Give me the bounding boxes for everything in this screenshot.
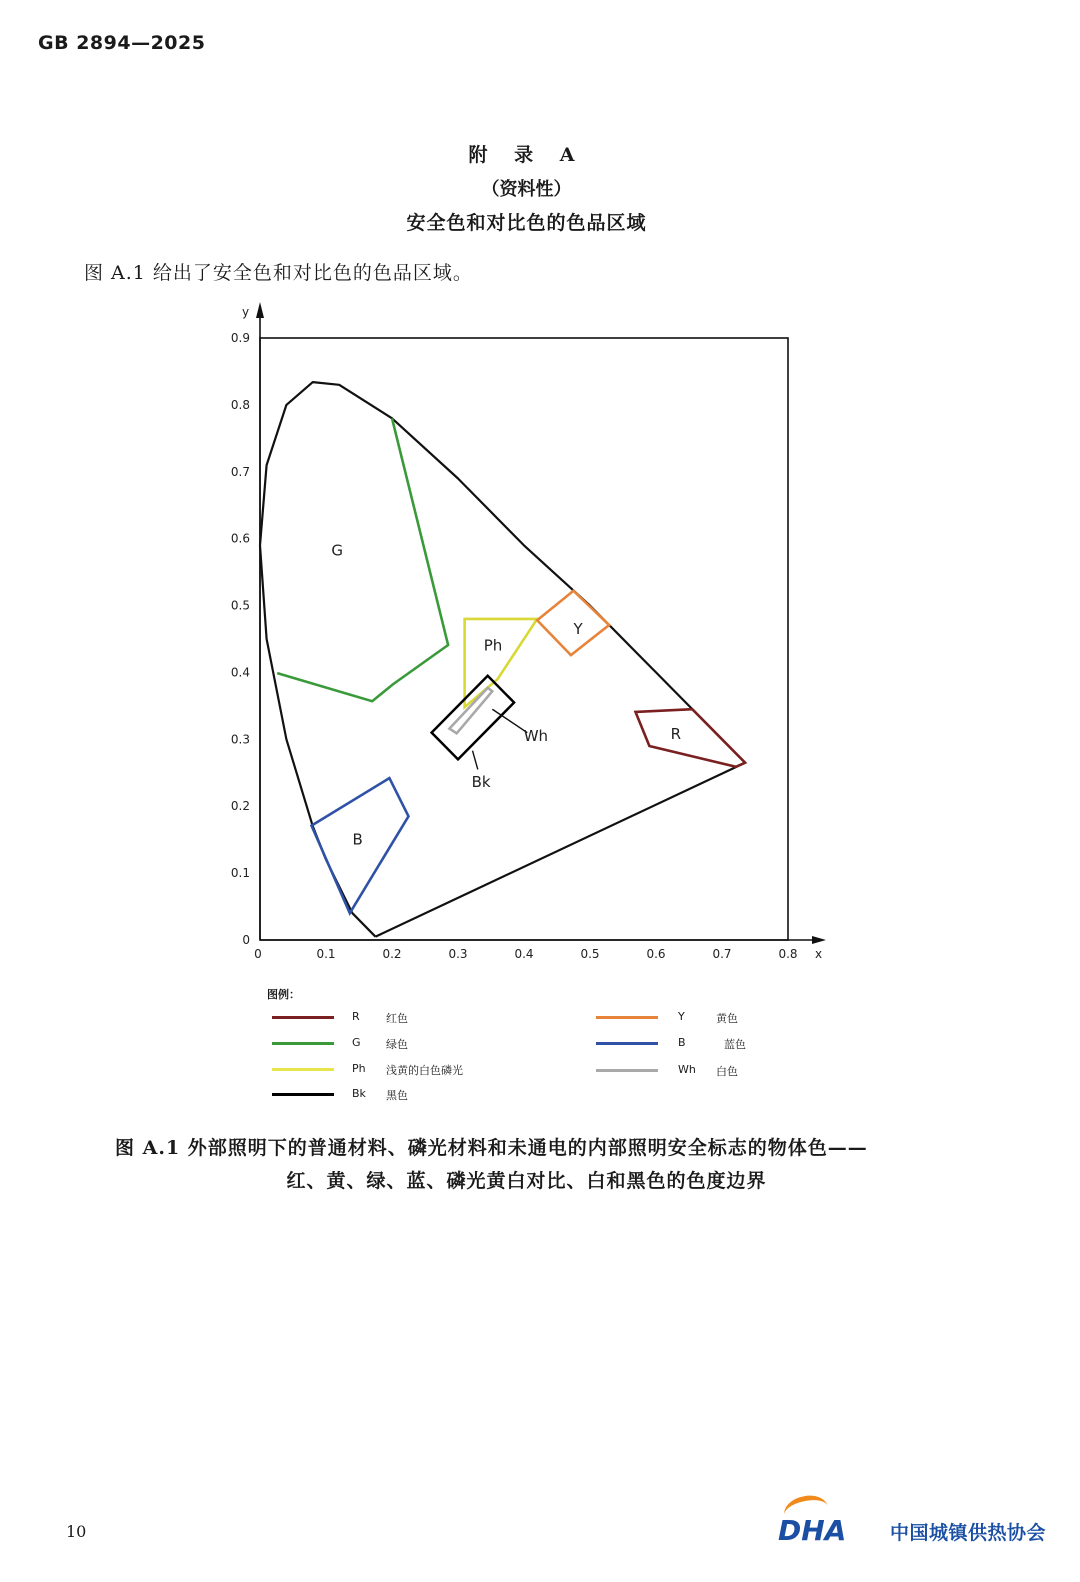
x-tick-label: 0.1 [316,947,336,961]
legend-swatch [596,1069,658,1072]
legend-code: R [352,1010,360,1023]
page-number: 10 [66,1522,87,1541]
figure-caption-line-2: 红、黄、绿、蓝、磷光黄白对比、白和黑色的色度边界 [286,1170,767,1192]
appendix-nature: （资料性） [481,179,572,200]
region-label-y: Y [573,619,583,638]
legend-name: 黑色 [386,1089,408,1102]
chromaticity-diagram [0,290,1080,980]
figure-caption-line-1: 图 A.1 外部照明下的普通材料、磷光材料和未通电的内部照明安全标志的物体色—— [115,1137,868,1159]
legend-code: B [678,1036,686,1049]
y-tick-label: 0 [242,933,250,947]
region-label-wh: Wh [523,726,549,745]
y-tick-label: 0.5 [230,598,250,613]
region-g-boundary [277,418,448,701]
x-tick-label: 0 [254,947,262,961]
y-tick-label: 0.8 [230,397,250,412]
region-label-g: G [331,541,344,560]
legend-name: 黄色 [716,1012,738,1025]
region-label-bk: Bk [471,773,491,792]
y-tick-label: 0.6 [230,531,250,546]
spectral-locus [260,382,745,937]
standard-number: GB 2894—2025 [38,32,206,54]
legend-swatch [596,1042,658,1045]
x-tick-label: 0.8 [778,947,798,961]
legend-name: 蓝色 [724,1038,746,1051]
logo-org-name: 中国城镇供热协会 [890,1522,1047,1544]
x-axis-arrow [812,936,826,944]
x-axis-label: x [815,947,823,961]
y-tick-label: 0.3 [230,732,250,747]
legend-name: 白色 [716,1065,738,1078]
legend-name: 浅黄的白色磷光 [386,1064,463,1077]
region-label-ph: Ph [483,636,503,655]
legend-swatch [272,1016,334,1019]
intro-paragraph: 图 A.1 给出了安全色和对比色的色品区域。 [84,262,473,284]
y-tick-label: 0.7 [230,464,250,479]
appendix-subtitle: 安全色和对比色的色品区域 [406,212,647,234]
legend-title: 图例： [267,988,300,1001]
appendix-title: 附 录 A [468,144,585,166]
bk-leader-line [473,751,478,770]
region-r-boundary [636,709,746,767]
legend-swatch [272,1093,334,1096]
purple-line [376,763,746,937]
x-tick-label: 0.4 [514,947,534,961]
legend-code: Y [678,1010,685,1023]
region-label-r: R [670,724,682,743]
legend-name: 绿色 [386,1038,408,1051]
logo-mark: DHA [778,1514,847,1547]
region-bk-boundary [432,676,514,760]
x-tick-label: 0.6 [646,947,666,961]
region-ph-boundary [465,619,538,707]
y-axis-label: y [242,305,250,319]
y-tick-label: 0.9 [230,331,250,345]
legend-code: Ph [352,1062,366,1075]
y-tick-label: 0.2 [230,799,250,814]
legend-code: G [352,1036,361,1049]
legend-code: Bk [352,1087,366,1100]
x-tick-label: 0.3 [448,947,468,961]
legend-name: 红色 [386,1012,408,1025]
x-tick-label: 0.5 [580,947,600,961]
watermark-logo [778,1494,1048,1554]
y-tick-label: 0.1 [230,866,250,881]
x-tick-label: 0.7 [712,947,732,961]
legend-swatch [272,1042,334,1045]
legend-code: Wh [678,1063,696,1076]
y-axis-arrow [256,302,264,318]
region-label-b: B [352,830,363,849]
legend-swatch [272,1068,334,1071]
x-tick-label: 0.2 [382,947,402,961]
legend-swatch [596,1016,658,1019]
y-tick-label: 0.4 [230,665,250,680]
